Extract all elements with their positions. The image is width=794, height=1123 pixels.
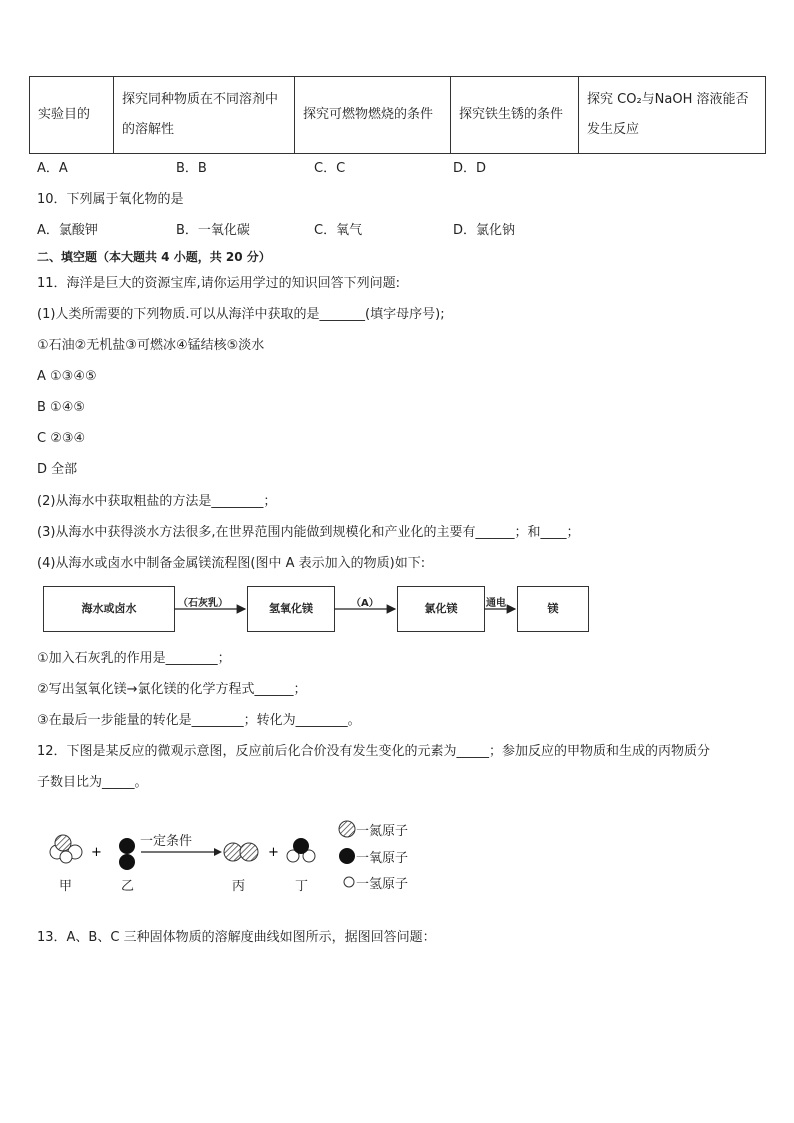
section-heading: 二、填空题（本大题共 4 小题，共 20 分）: [37, 250, 271, 264]
table-cell: 探究铁生锈的条件: [451, 77, 579, 154]
q11-part2: (2)从海水中获取粗盐的方法是________；: [37, 494, 277, 509]
label-ding: 丁: [295, 879, 309, 894]
option-d[interactable]: D．D: [453, 161, 487, 176]
q11-items: ①石油②无机盐③可燃冰④锰结核⑤淡水: [37, 338, 265, 353]
option-d[interactable]: D．氯化钠: [453, 223, 516, 238]
q12-line2: 子数目比为_____。: [37, 775, 148, 790]
legend-oxygen: 一氧原子: [356, 851, 409, 866]
legend-oxygen-icon: [339, 848, 355, 864]
legend-hydrogen: 一氢原子: [356, 877, 409, 892]
molecule-yi-icon: [119, 838, 135, 870]
option-c[interactable]: C．C: [314, 161, 346, 176]
choice-a[interactable]: A ①③④⑤: [37, 369, 97, 384]
arrow-label-electrolysis: 通电: [486, 598, 506, 609]
molecule-bing-icon: [224, 843, 258, 861]
option-a[interactable]: A．A: [37, 161, 68, 176]
q11-stem: 11．海洋是巨大的资源宝库,请你运用学过的知识回答下列问题:: [37, 276, 401, 291]
option-b[interactable]: B．一氧化碳: [176, 223, 250, 238]
flow-box-magnesium: 镁: [517, 586, 589, 632]
option-b[interactable]: B．B: [176, 161, 207, 176]
option-a[interactable]: A．氯酸钾: [37, 223, 98, 238]
legend-nitrogen: 一氮原子: [356, 824, 409, 839]
table-cell: 探究可燃物燃烧的条件: [295, 77, 451, 154]
flow-box-seawater: 海水或卤水: [43, 586, 175, 632]
q10-stem: 10．下列属于氧化物的是: [37, 192, 184, 207]
q11-sub1: ①加入石灰乳的作用是________；: [37, 651, 231, 666]
q11-sub3: ③在最后一步能量的转化是________；转化为________。: [37, 713, 361, 728]
plus-sign: +: [91, 845, 102, 860]
legend-hydrogen-icon: [344, 877, 354, 887]
table-header-cell: 实验目的: [30, 77, 114, 154]
option-c[interactable]: C．氧气: [314, 223, 363, 238]
label-jia: 甲: [59, 879, 73, 894]
arrow-label-a: （A）: [351, 598, 379, 609]
table-cell: 探究 CO₂与NaOH 溶液能否发生反应: [579, 77, 766, 154]
choice-d[interactable]: D 全部: [37, 462, 78, 477]
arrow-label-lime: （石灰乳）: [178, 598, 228, 609]
q12-line1: 12．下图是某反应的微观示意图，反应前后化合价没有发生变化的元素为_____；参加反应的甲物质和生成的丙物质分: [37, 744, 711, 759]
label-bing: 丙: [232, 879, 246, 894]
reaction-condition: 一定条件: [140, 834, 193, 849]
q11-sub2: ②写出氢氧化镁→氯化镁的化学方程式______；: [37, 682, 307, 697]
molecule-ding-icon: [287, 838, 315, 862]
flow-box-magnesium-hydroxide: 氢氧化镁: [247, 586, 335, 632]
flow-box-magnesium-chloride: 氯化镁: [397, 586, 485, 632]
label-yi: 乙: [121, 879, 135, 894]
molecule-jia-icon: [50, 835, 82, 863]
table-cell: 探究同种物质在不同溶剂中的溶解性: [114, 77, 295, 154]
choice-c[interactable]: C ②③④: [37, 431, 86, 446]
legend-nitrogen-icon: [339, 821, 355, 837]
plus-sign: +: [268, 845, 279, 860]
q11-part1: (1)人类所需要的下列物质.可以从海洋中获取的是_______(填字母序号);: [37, 307, 445, 322]
q11-part4: (4)从海水或卤水中制备金属镁流程图(图中 A 表示加入的物质)如下:: [37, 556, 426, 571]
q13-stem: 13．A、B、C 三种固体物质的溶解度曲线如图所示，据图回答问题：: [37, 930, 436, 945]
reaction-arrowhead-icon: [214, 848, 222, 856]
q11-part3: (3)从海水中获得淡水方法很多,在世界范围内能做到规模化和产业化的主要有______；和____；: [37, 525, 580, 540]
choice-b[interactable]: B ①④⑤: [37, 400, 86, 415]
